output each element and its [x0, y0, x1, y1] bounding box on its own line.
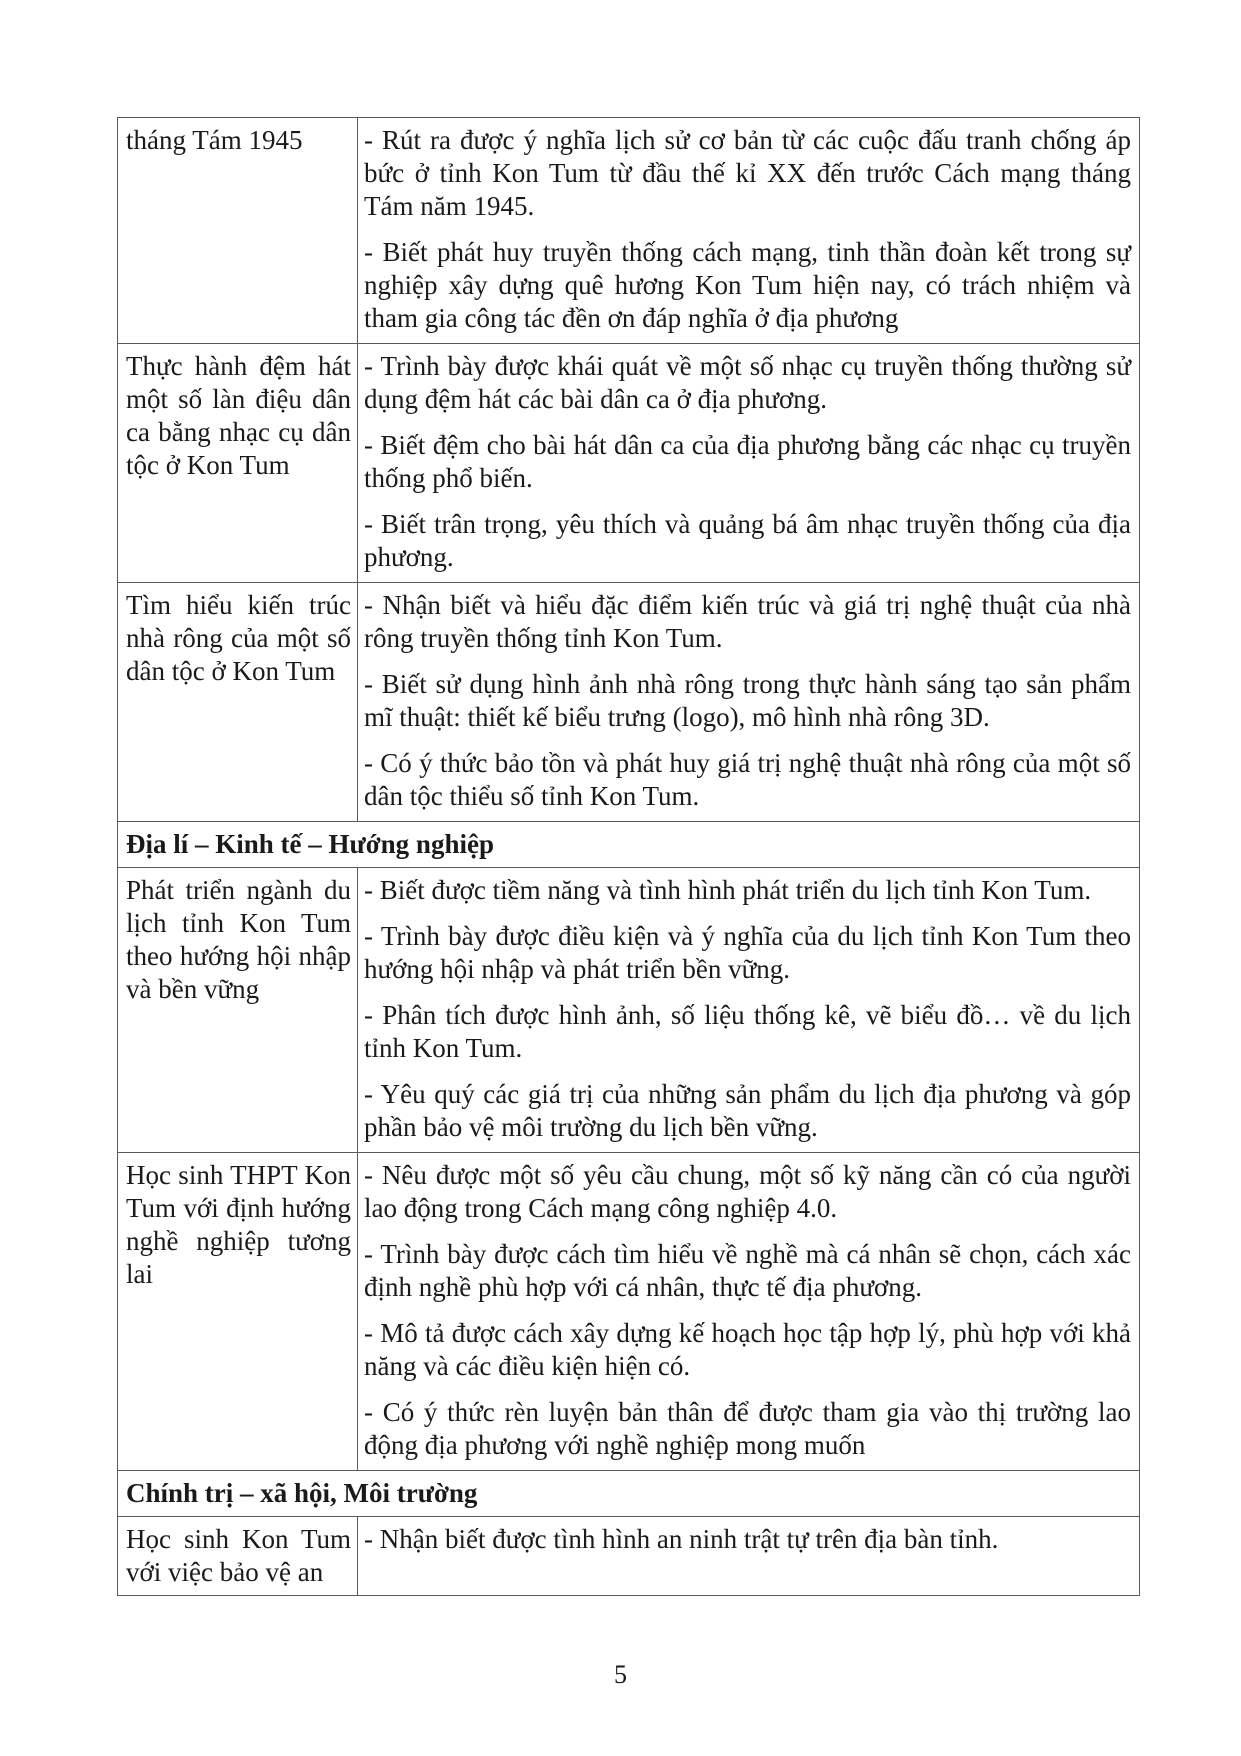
requirements-cell	[358, 583, 1140, 822]
requirement-item: - Trình bày được khái quát về một số nhạc cụ truyền thống thường sử dụng đệm hát các bài dân ca ở địa phương.	[364, 351, 1131, 414]
requirement-item: - Có ý thức bảo tồn và phát huy giá trị nghệ thuật nhà rông của một số dân tộc thiểu số tỉnh Kon Tum.	[364, 748, 1131, 811]
content-table-body	[118, 118, 1140, 1596]
requirement-item: - Yêu quý các giá trị của những sản phẩm du lịch địa phương và góp phần bảo vệ môi trường du lịch bền vững.	[364, 1079, 1131, 1142]
requirements-cell	[358, 344, 1140, 583]
requirements-cell	[358, 1153, 1140, 1471]
table-row	[118, 868, 1140, 1153]
requirement-item: - Trình bày được cách tìm hiểu về nghề mà cá nhân sẽ chọn, cách xác định nghề phù hợp với cá nhân, thực tế địa phương.	[364, 1239, 1131, 1302]
page-number: 5	[614, 1660, 627, 1689]
requirement-item: - Phân tích được hình ảnh, số liệu thống kê, vẽ biểu đồ… về du lịch tỉnh Kon Tum.	[364, 1000, 1131, 1063]
table-row	[118, 118, 1140, 344]
topic-cell: Thực hành đệm hát một số làn điệu dân ca bằng nhạc cụ dân tộc ở Kon Tum	[118, 344, 358, 583]
table-row	[118, 1153, 1140, 1471]
requirement-item: - Trình bày được điều kiện và ý nghĩa của du lịch tỉnh Kon Tum theo hướng hội nhập và phát triển bền vững.	[364, 921, 1131, 984]
requirements-cell	[358, 118, 1140, 344]
section-heading: Chính trị – xã hội, Môi trường	[118, 1471, 1140, 1517]
table-row	[118, 344, 1140, 583]
topic-cell: Học sinh Kon Tum với việc bảo vệ an	[118, 1517, 358, 1596]
section-header-row	[118, 822, 1140, 868]
topic-cell: tháng Tám 1945	[118, 118, 358, 344]
requirement-item: - Biết trân trọng, yêu thích và quảng bá âm nhạc truyền thống của địa phương.	[364, 509, 1131, 572]
requirement-item: - Biết phát huy truyền thống cách mạng, tinh thần đoàn kết trong sự nghiệp xây dựng quê hương Kon Tum hiện nay, có trách nhiệm và tham gia công tác đền ơn đáp nghĩa ở địa phương	[364, 237, 1131, 333]
requirements-cell	[358, 868, 1140, 1153]
section-header-row	[118, 1471, 1140, 1517]
requirement-item: - Biết sử dụng hình ảnh nhà rông trong thực hành sáng tạo sản phẩm mĩ thuật: thiết kế biểu trưng (logo), mô hình nhà rông 3D.	[364, 669, 1131, 732]
requirement-item: - Biết đệm cho bài hát dân ca của địa phương bằng các nhạc cụ truyền thống phổ biến.	[364, 430, 1131, 493]
requirement-item: - Rút ra được ý nghĩa lịch sử cơ bản từ các cuộc đấu tranh chống áp bức ở tỉnh Kon Tum từ đầu thế kỉ XX đến trước Cách mạng tháng Tám năm 1945.	[364, 125, 1131, 221]
requirement-item: - Nhận biết được tình hình an ninh trật tự trên địa bàn tỉnh.	[364, 1524, 999, 1554]
table-row	[118, 1517, 1140, 1596]
requirements-cell	[358, 1517, 1140, 1596]
topic-cell: Phát triển ngành du lịch tỉnh Kon Tum theo hướng hội nhập và bền vững	[118, 868, 358, 1153]
content-table	[117, 117, 1140, 1596]
requirement-item: - Nhận biết và hiểu đặc điểm kiến trúc và giá trị nghệ thuật của nhà rông truyền thống tỉnh Kon Tum.	[364, 590, 1131, 653]
topic-cell: Học sinh THPT Kon Tum với định hướng nghề nghiệp tương lai	[118, 1153, 358, 1471]
table-row	[118, 583, 1140, 822]
requirement-item: - Nêu được một số yêu cầu chung, một số kỹ năng cần có của người lao động trong Cách mạng công nghiệp 4.0.	[364, 1160, 1131, 1223]
requirement-item: - Biết được tiềm năng và tình hình phát triển du lịch tỉnh Kon Tum.	[364, 875, 1092, 905]
requirement-item: - Mô tả được cách xây dựng kế hoạch học tập hợp lý, phù hợp với khả năng và các điều kiện hiện có.	[364, 1318, 1131, 1381]
section-heading: Địa lí – Kinh tế – Hướng nghiệp	[118, 822, 1140, 868]
requirement-item: - Có ý thức rèn luyện bản thân để được tham gia vào thị trường lao động địa phương với nghề nghiệp mong muốn	[364, 1397, 1131, 1460]
topic-cell: Tìm hiểu kiến trúc nhà rông của một số dân tộc ở Kon Tum	[118, 583, 358, 822]
